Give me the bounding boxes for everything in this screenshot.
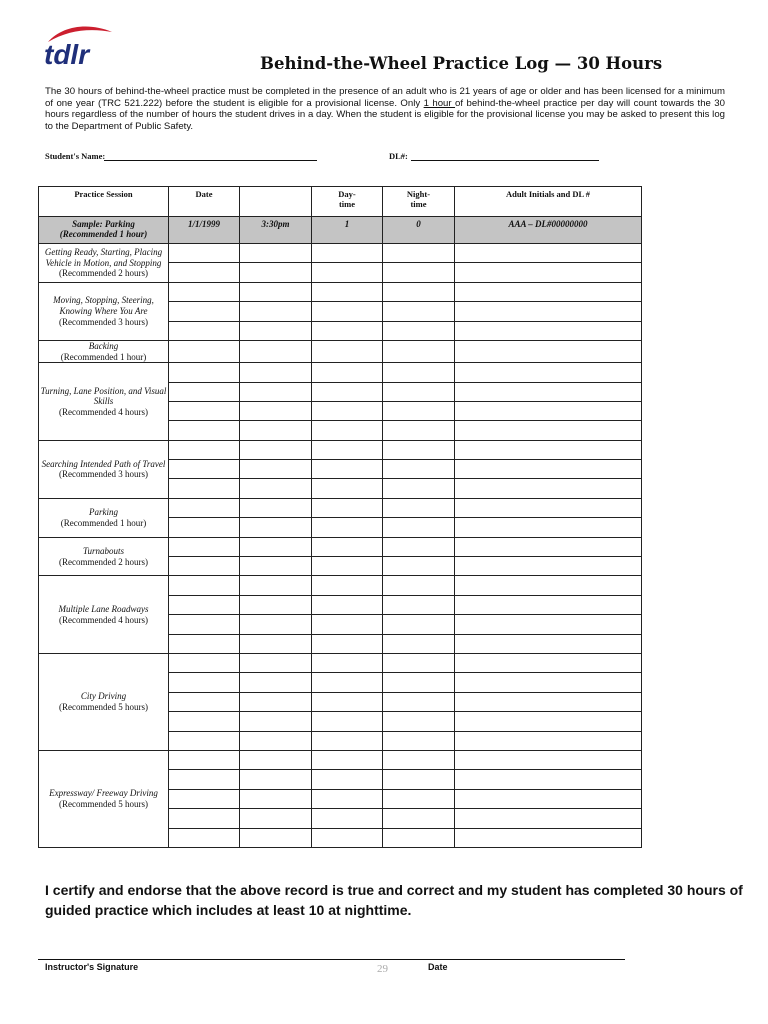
time-cell[interactable] xyxy=(240,576,312,595)
nighttime-cell[interactable] xyxy=(383,244,455,263)
header-nighttime: Night- time xyxy=(383,187,455,217)
session-recommendation: (Recommended 5 hours) xyxy=(59,798,148,809)
time-cell[interactable] xyxy=(240,382,312,401)
page-number: 29 xyxy=(377,963,388,975)
daytime-cell[interactable] xyxy=(312,750,383,769)
date-label: Date xyxy=(428,962,448,972)
nighttime-cell[interactable] xyxy=(383,557,455,576)
daytime-cell[interactable] xyxy=(312,460,383,479)
time-cell[interactable] xyxy=(240,828,312,847)
date-cell[interactable] xyxy=(169,809,240,828)
tdlr-logo xyxy=(40,24,118,72)
date-cell[interactable] xyxy=(169,731,240,750)
date-cell[interactable] xyxy=(169,302,240,321)
daytime-cell[interactable] xyxy=(312,302,383,321)
practice-log-table xyxy=(38,186,642,848)
date-cell[interactable] xyxy=(169,440,240,459)
header-row xyxy=(39,187,642,217)
nighttime-cell[interactable] xyxy=(383,302,455,321)
sample-row xyxy=(39,217,642,244)
header-daytime: Day- time xyxy=(312,187,383,217)
date-cell[interactable] xyxy=(169,421,240,440)
nighttime-cell[interactable] xyxy=(383,498,455,517)
adult-initials-cell[interactable] xyxy=(455,576,642,595)
date-cell[interactable] xyxy=(169,498,240,517)
adult-initials-cell[interactable] xyxy=(455,673,642,692)
session-recommendation: (Recommended 2 hours) xyxy=(59,556,148,567)
nighttime-cell[interactable] xyxy=(383,382,455,401)
nighttime-cell[interactable] xyxy=(383,750,455,769)
certification-statement: I certify and endorse that the above record is true and correct and my student has completed 30 hours of guided practice which includes at least 10 at nighttime. xyxy=(45,882,743,918)
time-cell[interactable] xyxy=(240,537,312,556)
session-name: Turnabouts xyxy=(82,545,124,556)
nighttime-cell[interactable] xyxy=(383,479,455,498)
nighttime-cell[interactable] xyxy=(383,340,455,362)
time-cell[interactable] xyxy=(240,673,312,692)
nighttime-cell[interactable] xyxy=(383,537,455,556)
adult-initials-cell[interactable] xyxy=(455,789,642,808)
time-cell[interactable] xyxy=(240,340,312,362)
log-row xyxy=(39,498,642,517)
instructor-signature-label: Instructor's Signature xyxy=(45,962,139,972)
daytime-cell[interactable] xyxy=(312,654,383,673)
session-name: Parking xyxy=(89,507,118,518)
session-recommendation: (Recommended 4 hours) xyxy=(59,614,148,625)
session-name: Turning, Lane Position, and Visual Skills xyxy=(40,385,167,407)
page-title: Behind-the-Wheel Practice Log — 30 Hours xyxy=(260,54,663,73)
session-recommendation: (Recommended 1 hour) xyxy=(60,351,147,362)
daytime-cell[interactable] xyxy=(312,828,383,847)
nighttime-cell[interactable] xyxy=(383,634,455,653)
session-cell xyxy=(39,537,169,576)
time-cell[interactable] xyxy=(240,750,312,769)
session-recommendation: (Recommended 2 hours) xyxy=(59,268,148,279)
nighttime-cell[interactable] xyxy=(383,518,455,537)
adult-initials-cell[interactable] xyxy=(455,712,642,731)
session-recommendation: (Recommended 4 hours) xyxy=(59,406,148,417)
date-cell[interactable] xyxy=(169,770,240,789)
nighttime-cell[interactable] xyxy=(383,712,455,731)
date-cell[interactable] xyxy=(169,750,240,769)
time-cell[interactable] xyxy=(240,460,312,479)
daytime-cell[interactable] xyxy=(312,263,383,282)
time-cell[interactable] xyxy=(240,321,312,340)
date-cell[interactable] xyxy=(169,460,240,479)
session-name: Searching Intended Path of Travel xyxy=(41,458,166,469)
time-cell[interactable] xyxy=(240,263,312,282)
daytime-cell[interactable] xyxy=(312,401,383,420)
session-cell xyxy=(39,440,169,498)
time-cell[interactable] xyxy=(240,557,312,576)
daytime-cell[interactable] xyxy=(312,244,383,263)
adult-initials-cell[interactable] xyxy=(455,263,642,282)
nighttime-cell[interactable] xyxy=(383,576,455,595)
adult-initials-cell[interactable] xyxy=(455,479,642,498)
daytime-cell[interactable] xyxy=(312,557,383,576)
nighttime-cell[interactable] xyxy=(383,770,455,789)
adult-initials-cell[interactable] xyxy=(455,421,642,440)
adult-initials-cell[interactable] xyxy=(455,654,642,673)
date-cell[interactable] xyxy=(169,615,240,634)
adult-initials-cell[interactable] xyxy=(455,557,642,576)
nighttime-cell[interactable] xyxy=(383,263,455,282)
adult-initials-cell[interactable] xyxy=(455,770,642,789)
student-name-field[interactable] xyxy=(104,160,317,161)
signature-line[interactable] xyxy=(38,959,625,960)
header-time xyxy=(240,187,312,217)
sample-time: 3:30pm xyxy=(240,217,312,244)
date-cell[interactable] xyxy=(169,363,240,382)
sample-date: 1/1/1999 xyxy=(169,217,240,244)
daytime-cell[interactable] xyxy=(312,479,383,498)
daytime-cell[interactable] xyxy=(312,576,383,595)
session-cell xyxy=(39,576,169,654)
time-cell[interactable] xyxy=(240,302,312,321)
adult-initials-cell[interactable] xyxy=(455,282,642,301)
sample-nighttime: 0 xyxy=(383,217,455,244)
session-cell xyxy=(39,750,169,847)
nighttime-cell[interactable] xyxy=(383,654,455,673)
daytime-cell[interactable] xyxy=(312,440,383,459)
time-cell[interactable] xyxy=(240,401,312,420)
date-cell[interactable] xyxy=(169,401,240,420)
session-cell xyxy=(39,363,169,441)
daytime-cell[interactable] xyxy=(312,498,383,517)
student-name-label: Student's Name: xyxy=(45,151,106,161)
adult-initials-cell[interactable] xyxy=(455,692,642,711)
time-cell[interactable] xyxy=(240,518,312,537)
nighttime-cell[interactable] xyxy=(383,595,455,614)
date-cell[interactable] xyxy=(169,479,240,498)
adult-initials-cell[interactable] xyxy=(455,809,642,828)
daytime-cell[interactable] xyxy=(312,340,383,362)
log-row xyxy=(39,654,642,673)
daytime-cell[interactable] xyxy=(312,363,383,382)
adult-initials-cell[interactable] xyxy=(455,634,642,653)
time-cell[interactable] xyxy=(240,809,312,828)
nighttime-cell[interactable] xyxy=(383,828,455,847)
sample-session: Sample: Parking (Recommended 1 hour) xyxy=(39,217,169,244)
time-cell[interactable] xyxy=(240,479,312,498)
date-cell[interactable] xyxy=(169,340,240,362)
header-date: Date xyxy=(169,187,240,217)
nighttime-cell[interactable] xyxy=(383,731,455,750)
dl-field[interactable] xyxy=(411,160,599,161)
time-cell[interactable] xyxy=(240,421,312,440)
time-cell[interactable] xyxy=(240,498,312,517)
time-cell[interactable] xyxy=(240,731,312,750)
dl-label: DL#: xyxy=(389,151,408,161)
date-cell[interactable] xyxy=(169,282,240,301)
nighttime-cell[interactable] xyxy=(383,460,455,479)
log-row xyxy=(39,750,642,769)
date-cell[interactable] xyxy=(169,382,240,401)
adult-initials-cell[interactable] xyxy=(455,382,642,401)
time-cell[interactable] xyxy=(240,789,312,808)
time-cell[interactable] xyxy=(240,282,312,301)
adult-initials-cell[interactable] xyxy=(455,615,642,634)
daytime-cell[interactable] xyxy=(312,518,383,537)
date-cell[interactable] xyxy=(169,828,240,847)
daytime-cell[interactable] xyxy=(312,537,383,556)
daytime-cell[interactable] xyxy=(312,809,383,828)
session-cell xyxy=(39,244,169,283)
nighttime-cell[interactable] xyxy=(383,401,455,420)
time-cell[interactable] xyxy=(240,634,312,653)
adult-initials-cell[interactable] xyxy=(455,321,642,340)
session-name: Multiple Lane Roadways xyxy=(58,604,149,615)
session-name: Moving, Stopping, Steering, Knowing Where You Are xyxy=(53,295,154,317)
logo-text: tdlr xyxy=(44,39,90,70)
adult-initials-cell[interactable] xyxy=(455,363,642,382)
header-adult-initials: Adult Initials and DL # xyxy=(455,187,642,217)
time-cell[interactable] xyxy=(240,595,312,614)
adult-initials-cell[interactable] xyxy=(455,828,642,847)
date-cell[interactable] xyxy=(169,634,240,653)
date-cell[interactable] xyxy=(169,263,240,282)
session-name: Backing xyxy=(88,340,119,351)
adult-initials-cell[interactable] xyxy=(455,401,642,420)
date-cell[interactable] xyxy=(169,789,240,808)
sample-daytime: 1 xyxy=(312,217,383,244)
nighttime-cell[interactable] xyxy=(383,615,455,634)
date-cell[interactable] xyxy=(169,654,240,673)
adult-initials-cell[interactable] xyxy=(455,302,642,321)
daytime-cell[interactable] xyxy=(312,282,383,301)
date-cell[interactable] xyxy=(169,557,240,576)
time-cell[interactable] xyxy=(240,654,312,673)
nighttime-cell[interactable] xyxy=(383,692,455,711)
adult-initials-cell[interactable] xyxy=(455,460,642,479)
daytime-cell[interactable] xyxy=(312,673,383,692)
log-row xyxy=(39,340,642,362)
date-cell[interactable] xyxy=(169,537,240,556)
daytime-cell[interactable] xyxy=(312,789,383,808)
nighttime-cell[interactable] xyxy=(383,789,455,808)
daytime-cell[interactable] xyxy=(312,421,383,440)
sample-adult: AAA – DL#00000000 xyxy=(455,217,642,244)
session-recommendation: (Recommended 3 hours) xyxy=(59,316,148,327)
nighttime-cell[interactable] xyxy=(383,809,455,828)
time-cell[interactable] xyxy=(240,363,312,382)
daytime-cell[interactable] xyxy=(312,321,383,340)
adult-initials-cell[interactable] xyxy=(455,340,642,362)
session-cell xyxy=(39,654,169,751)
session-cell xyxy=(39,282,169,340)
daytime-cell[interactable] xyxy=(312,692,383,711)
adult-initials-cell[interactable] xyxy=(455,750,642,769)
adult-initials-cell[interactable] xyxy=(455,498,642,517)
date-cell[interactable] xyxy=(169,244,240,263)
daytime-cell[interactable] xyxy=(312,615,383,634)
daytime-cell[interactable] xyxy=(312,731,383,750)
log-row xyxy=(39,244,642,263)
time-cell[interactable] xyxy=(240,440,312,459)
daytime-cell[interactable] xyxy=(312,595,383,614)
session-cell xyxy=(39,340,169,362)
session-recommendation: (Recommended 5 hours) xyxy=(59,701,148,712)
nighttime-cell[interactable] xyxy=(383,440,455,459)
session-name: Getting Ready, Starting, Placing Vehicle in Motion, and Stopping xyxy=(44,247,163,268)
nighttime-cell[interactable] xyxy=(383,363,455,382)
date-cell[interactable] xyxy=(169,673,240,692)
log-row xyxy=(39,576,642,595)
log-row xyxy=(39,282,642,301)
header-practice-session: Practice Session xyxy=(39,187,169,217)
adult-initials-cell[interactable] xyxy=(455,595,642,614)
adult-initials-cell[interactable] xyxy=(455,244,642,263)
daytime-cell[interactable] xyxy=(312,712,383,731)
nighttime-cell[interactable] xyxy=(383,673,455,692)
time-cell[interactable] xyxy=(240,712,312,731)
time-cell[interactable] xyxy=(240,692,312,711)
adult-initials-cell[interactable] xyxy=(455,518,642,537)
time-cell[interactable] xyxy=(240,615,312,634)
date-cell[interactable] xyxy=(169,712,240,731)
session-recommendation: (Recommended 3 hours) xyxy=(59,469,148,480)
date-cell[interactable] xyxy=(169,518,240,537)
nighttime-cell[interactable] xyxy=(383,321,455,340)
session-name: Expressway/ Freeway Driving xyxy=(49,788,158,799)
session-cell xyxy=(39,498,169,537)
daytime-cell[interactable] xyxy=(312,634,383,653)
adult-initials-cell[interactable] xyxy=(455,731,642,750)
session-name: City Driving xyxy=(80,691,127,702)
date-cell[interactable] xyxy=(169,692,240,711)
date-cell[interactable] xyxy=(169,576,240,595)
nighttime-cell[interactable] xyxy=(383,282,455,301)
daytime-cell[interactable] xyxy=(312,770,383,789)
time-cell[interactable] xyxy=(240,244,312,263)
daytime-cell[interactable] xyxy=(312,382,383,401)
adult-initials-cell[interactable] xyxy=(455,537,642,556)
intro-paragraph: The 30 hours of behind-the-wheel practice must be completed in the presence of an adult who is 21 years of age or older and has been licensed for a minimum of one year (TRC 521.222) before the student is eligible for a provisional license. Only 1 hour of behind-the-wheel practice per day will count towards the 30 hours regardless of the number of hours the student drives in a day. When the student is eligible for the provisional license you may be asked to present this log to the Department of Public Safety. xyxy=(45,86,725,132)
date-cell[interactable] xyxy=(169,321,240,340)
time-cell[interactable] xyxy=(240,770,312,789)
log-row xyxy=(39,440,642,459)
nighttime-cell[interactable] xyxy=(383,421,455,440)
log-row xyxy=(39,537,642,556)
date-cell[interactable] xyxy=(169,595,240,614)
session-recommendation: (Recommended 1 hour) xyxy=(60,517,147,528)
log-row xyxy=(39,363,642,382)
adult-initials-cell[interactable] xyxy=(455,440,642,459)
